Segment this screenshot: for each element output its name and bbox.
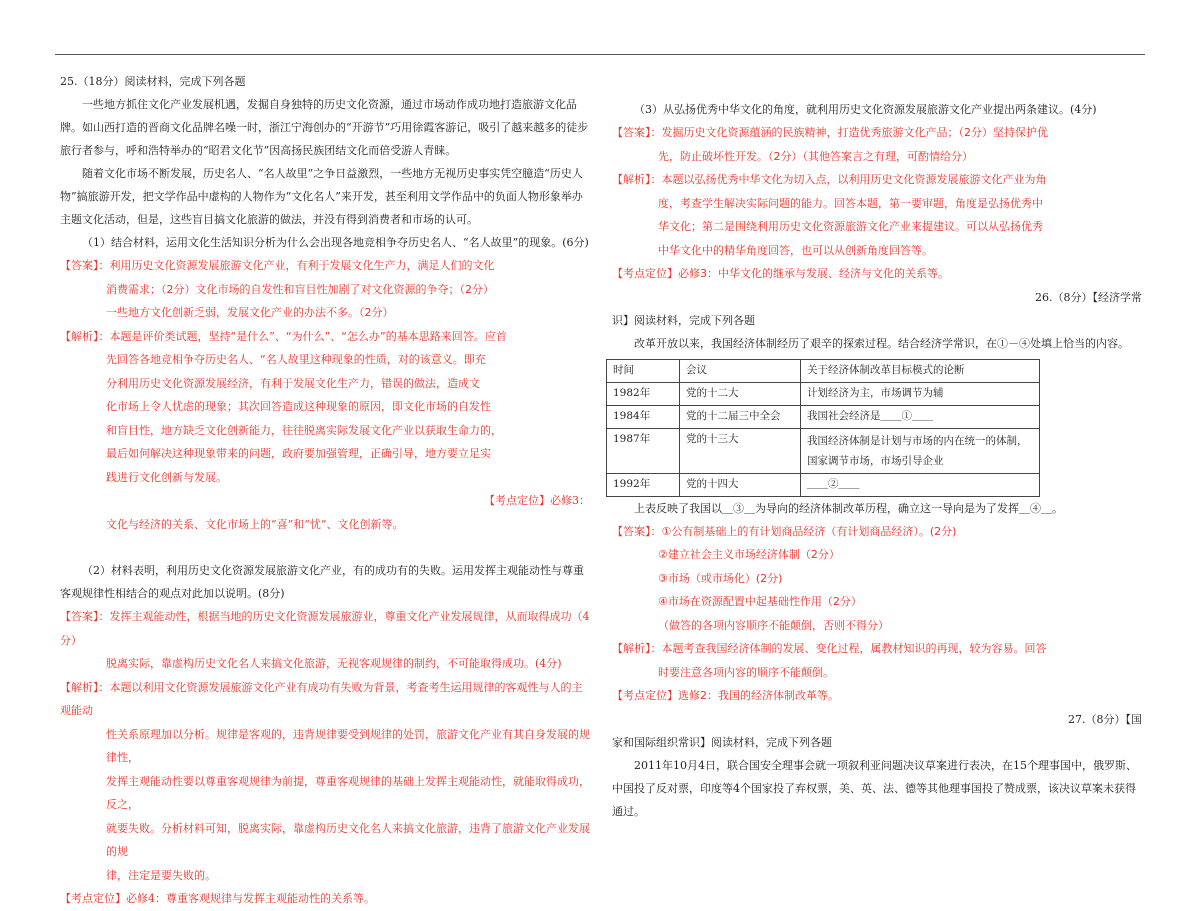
answer-26-line-1: 【答案】：①公有制基础上的有计划商品经济（有计划商品经济）。(2分)	[612, 524, 957, 538]
analysis-25-3-line-2: 度，考查学生解决实际问题的能力。回答本题，第一要审题，角度是弘扬优秀中	[658, 196, 1043, 210]
table-cell: 1992年	[607, 473, 680, 496]
table-cell: 党的十二届三中全会	[680, 405, 801, 428]
table-header-cell: 时间	[607, 359, 680, 382]
table-header-cell: 关于经济体制改革目标模式的论断	[801, 359, 1040, 382]
question-25-2: （2）材料表明，利用历史文化资源发展旅游文化产业，有的成功有的失败。运用发挥主观能动性与尊重客观规律性相结合的观点对此加以说明。(8分)	[60, 564, 584, 600]
table-cell: 党的十二大	[680, 382, 801, 405]
analysis-25-1-line-3: 分利用历史文化资源发展经济，有利于发展文化生产力，错误的做法，造成文	[106, 376, 480, 390]
table-row	[607, 428, 1040, 473]
kaodian-26: 【考点定位】选修2：我国的经济体制改革等。	[612, 689, 839, 702]
answer-26-line-2: ②建立社会主义市场经济体制（2分）	[658, 548, 840, 561]
table-row	[607, 473, 1040, 496]
analysis-25-2-line-5: 律，注定是要失败的。	[106, 868, 216, 882]
answer-25-1-line-1: 【答案】：利用历史文化资源发展旅游文化产业，有利于发展文化生产力，满足人们的文化	[60, 259, 495, 272]
table-cell: 党的十三大	[680, 428, 801, 473]
analysis-25-2-line-2: 性关系原理加以分析。规律是客观的，违背规律要受到规律的处罚，旅游文化产业有其自身发展的规律性，	[106, 727, 590, 764]
table-cell: 1984年	[607, 405, 680, 428]
question-25-1: （1）结合材料，运用文化生活知识分析为什么会出现各地竞相争夺历史名人、“名人故里”的现象。(6分)	[82, 236, 589, 249]
question-26-blanks: 上表反映了我国以＿③＿为导向的经济体制改革历程，确立这一导向是为了发挥＿④＿。	[634, 501, 1063, 515]
answer-25-3-line-2: 先，防止破坏性开发。（2分）（其他答案言之有理，可酌情给分）	[658, 149, 973, 163]
table-header-row	[607, 359, 1040, 382]
header-rule	[55, 54, 1145, 55]
analysis-25-1-line-2: 先回答各地竞相争夺历史名人、“名人故里这种现象的性质，对的该意义。即充	[106, 353, 486, 366]
analysis-25-1-line-1: 【解析】：本题是评价类试题，坚持“是什么”、“为什么”、“怎么办”的基本思路来回答。应首	[60, 329, 507, 343]
analysis-25-1-line-5: 和盲目性，地方缺乏文化创新能力，往往脱离实际发展文化产业以获取生命力的，	[106, 423, 502, 437]
question-26-title-tail: 26.（8分）【经济学常	[1035, 290, 1142, 304]
answer-25-1-line-2: 消费需求；（2分）文化市场的自发性和盲目性加剧了对文化资源的争夺；（2分）	[106, 282, 494, 296]
analysis-25-3-line-4: 中华文化中的精华角度回答，也可以从创新角度回答等。	[658, 243, 933, 257]
table-header-cell: 会议	[680, 359, 801, 382]
answer-25-2-line-1: 【答案】：发挥主观能动性，根据当地的历史文化资源发展旅游业，尊重文化产业发展规律，从而取得成功（4分）	[60, 610, 590, 647]
answer-25-1-line-3: 一些地方文化创新乏弱，发展文化产业的办法不多。（2分）	[106, 306, 394, 319]
kaodian-25-1-head: 【考点定位】必修3：	[484, 494, 590, 507]
kaodian-25-3: 【考点定位】必修3：中华文化的继承与发展、经济与文化的关系等。	[612, 267, 949, 280]
analysis-25-3-line-1: 【解析】：本题以弘扬优秀中华文化为切入点，以利用历史文化资源发展旅游文化产业为角	[612, 173, 1047, 186]
question-26-intro: 改革开放以来，我国经济体制经历了艰辛的探索过程。结合经济学常识，在①－④处填上恰当的内容。	[634, 336, 1129, 350]
analysis-25-1-line-7: 践进行文化创新与发展。	[106, 470, 227, 484]
table-cell: 我国社会经济是＿＿①＿＿	[801, 405, 1040, 428]
question-27-title-head: 家和国际组织常识】阅读材料，完成下列各题	[612, 735, 832, 749]
table-cell: 党的十四大	[680, 473, 801, 496]
table-row	[607, 405, 1040, 428]
answer-26-line-5: （做答的各项内容顺序不能颠倒，否则不得分）	[658, 618, 889, 632]
right-column	[612, 98, 1142, 823]
table-cell: 1987年	[607, 428, 680, 473]
kaodian-25-1-body: 文化与经济的关系、文化市场上的“喜”和“忧”、文化创新等。	[106, 517, 404, 531]
question-25-3: （3）从弘扬优秀中华文化的角度，就利用历史文化资源发展旅游文化产业提出两条建议。(4分)	[634, 103, 1097, 116]
answer-25-2-line-2: 脱离实际，靠虚构历史文化名人来搞文化旅游，无视客观规律的制约，不可能取得成功。(4分)	[106, 657, 562, 670]
table-cell: ＿＿②＿＿	[801, 473, 1040, 496]
analysis-25-2-line-1: 【解析】：本题以利用文化资源发展旅游文化产业有成功有失败为背景，考查考生运用规律的客观性与人的主观能动	[60, 680, 583, 717]
question-25-title: 25.（18分）阅读材料，完成下列各题	[60, 75, 246, 88]
question-27-material: 2011年10月4日，联合国安全理事会就一项叙利亚问题决议草案进行表决，在15个理事国中，俄罗斯、中国投了反对票，印度等4个国家投了弃权票，美、英、法、德等其他理事国投了赞成票，该决议草案未获得通过。	[612, 758, 1137, 818]
answer-26-line-4: ④市场在资源配置中起基础性作用（2分）	[658, 595, 862, 608]
left-column	[60, 70, 590, 911]
analysis-26-line-1: 【解析】：本题考查我国经济体制的发展、变化过程，属教材知识的再现，较为容易。回答	[612, 642, 1047, 655]
table-cell: 计划经济为主，市场调节为辅	[801, 382, 1040, 405]
kaodian-25-2: 【考点定位】必修4：尊重客观规律与发挥主观能动性的关系等。	[60, 892, 375, 905]
material-paragraph-2: 随着文化市场不断发展，历史名人、“名人故里”之争日益激烈，一些地方无视历史事实凭空臆造“历史人物”搞旅游开发，把文学作品中虚构的人物作为“文化名人”来开发，甚至利用文学作品中的负面人物形象举办主题文化活动，但是，这些盲目搞文化旅游的做法，并没有得到消费者和市场的认可。	[60, 167, 583, 226]
table-row	[607, 382, 1040, 405]
table-cell: 1982年	[607, 382, 680, 405]
analysis-25-1-line-4: 化市场上令人忧虑的现象；其次回答造成这种现象的原因，即文化市场的自发性	[106, 400, 491, 413]
answer-26-line-3: ③市场（或市场化）(2分)	[658, 571, 783, 585]
question-26-title-head: 识】阅读材料，完成下列各题	[612, 313, 755, 327]
analysis-25-2-line-4: 就要失败。分析材料可知，脱离实际，靠虚构历史文化名人来搞文化旅游，违背了旅游文化产业发展的规	[106, 821, 590, 858]
reform-table	[606, 359, 1040, 497]
answer-25-3-line-1: 【答案】：发掘历史文化资源蕴涵的民族精神，打造优秀旅游文化产品；（2分）坚持保护优	[612, 126, 1048, 139]
material-paragraph-1: 一些地方抓住文化产业发展机遇，发掘自身独特的历史文化资源，通过市场动作成功地打造旅游文化品牌。如山西打造的晋商文化品牌名噪一时，浙江宁海创办的“开游节”巧用徐霞客游记，吸引了越来越多的徒步旅行者参与，呼和浩特举办的“昭君文化节”因高扬民族团结文化而倍受游人青睐。	[60, 98, 589, 157]
analysis-25-1-line-6: 最后如何解决这种现象带来的问题，政府要加强管理，正确引导，地方要立足实	[106, 447, 491, 460]
question-27-title-tail: 27.（8分）【国	[1068, 712, 1142, 726]
table-cell: 我国经济体制是计划与市场的内在统一的体制，国家调节市场，市场引导企业	[801, 428, 1040, 473]
analysis-25-3-line-3: 华文化；第二是围绕利用历史文化资源旅游文化产业来提建议。可以从弘扬优秀	[658, 220, 1043, 233]
analysis-25-2-line-3: 发挥主观能动性要以尊重客观规律为前提，尊重客观规律的基础上发挥主观能动性，就能取得成功，反之，	[106, 774, 590, 811]
analysis-26-line-2: 时要注意各项内容的顺序不能颠倒。	[658, 665, 834, 679]
